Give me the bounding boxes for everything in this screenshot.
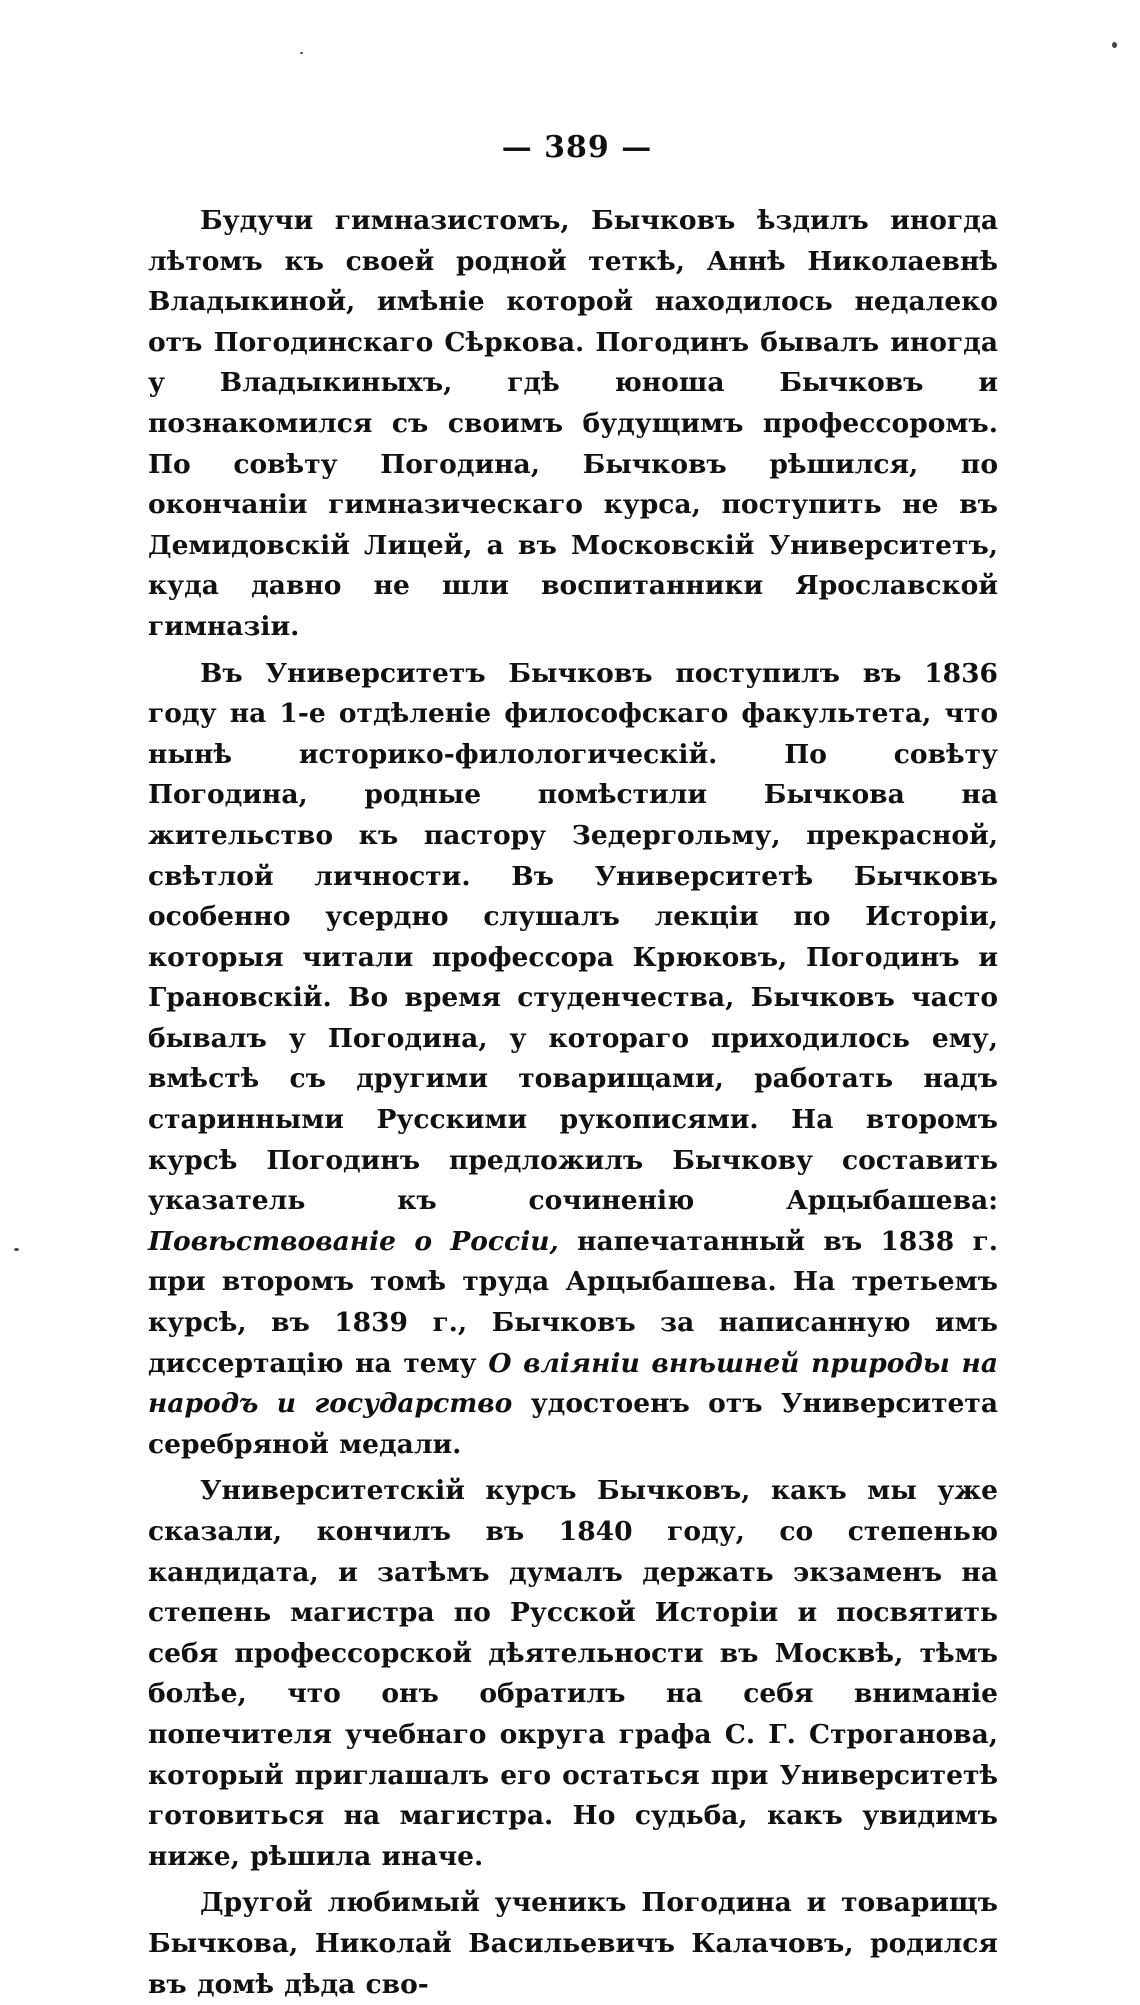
dissertation-title: О вліяніи внѣшней природы на народъ и государство <box>148 1347 998 1420</box>
paragraph-2-text-a: Въ Университетъ Бычковъ поступилъ въ 1836 году на 1-е отдѣленіе философскаго факультета, что нынѣ историко-филологическій. По совѣту Погодина, родные помѣстили Бычкова на жительство къ пастору Зедергольму, прекрасной, свѣтлой личности. Въ Университетѣ Бычковъ особенно усердно слушалъ лекціи по Исторіи, которыя читали профессора Крюковъ, Погодинъ и Грановскій. Во время студенчества, Бычковъ часто бывалъ у Погодина, у котораго приходилось ему, вмѣстѣ съ другими товарищами, работать надъ старинными Русскими рукописями. На второмъ курсѣ Погодинъ предложилъ Бычкову составить указатель къ сочиненію Арцыбашева: <box>148 657 998 1217</box>
book-page <box>148 130 998 2005</box>
paragraph-1 <box>148 201 998 648</box>
paragraph-4-text: Другой любимый ученикъ Погодина и товарищъ Бычкова, Николай Васильевичъ Калачовъ, родился въ домѣ дѣда сво- <box>148 1887 998 2000</box>
paragraph-2 <box>148 654 998 1466</box>
paragraph-3 <box>148 1471 998 1877</box>
page-number: — 389 — <box>501 130 653 165</box>
paragraph-1-text: Будучи гимназистомъ, Бычковъ ѣздилъ иногда лѣтомъ къ своей родной теткѣ, Аннѣ Николаевнѣ Владыкиной, имѣніе которой находилось недалеко отъ Погодинскаго Сѣркова. Погодинъ бывалъ иногда у Владыкиныхъ, гдѣ юноша Бычковъ и познакомился съ своимъ будущимъ профессоромъ. По совѣту Погодина, Бычковъ рѣшился, по окончаніи гимназическаго курса, поступить не въ Демидовскій Лицей, а въ Московскій Университетъ, куда давно не шли воспитанники Ярославской гимназіи. <box>148 205 998 642</box>
page-speck <box>14 1248 19 1251</box>
page-speck <box>300 52 303 54</box>
paragraph-4 <box>148 1883 998 2005</box>
paragraph-2-text-c: удостоенъ отъ Университета серебряной медали. <box>148 1388 998 1460</box>
work-title-povestvovanie: Повѣствованіе о Россіи, <box>148 1225 559 1257</box>
paragraph-2-text-b: напечатанный въ 1838 г. при второмъ томѣ труда Арцыбашева. На третьемъ курсѣ, въ 1839 г., Бычковъ за написанную имъ диссертацію на тему <box>148 1225 998 1379</box>
page-speck <box>1112 42 1117 48</box>
paragraph-3-text: Университетскій курсъ Бычковъ, какъ мы уже сказали, кончилъ въ 1840 году, со степенью кандидата, и затѣмъ думалъ держать экзаменъ на степень магистра по Русской Исторіи и посвятить себя профессорской дѣятельности въ Москвѣ, тѣмъ болѣе, что онъ обратилъ на себя вниманіе попечителя учебнаго округа графа С. Г. Строганова, который приглашалъ его остаться при Университетѣ готовиться на магистра. Но судьба, какъ увидимъ ниже, рѣшила иначе. <box>148 1475 998 1872</box>
